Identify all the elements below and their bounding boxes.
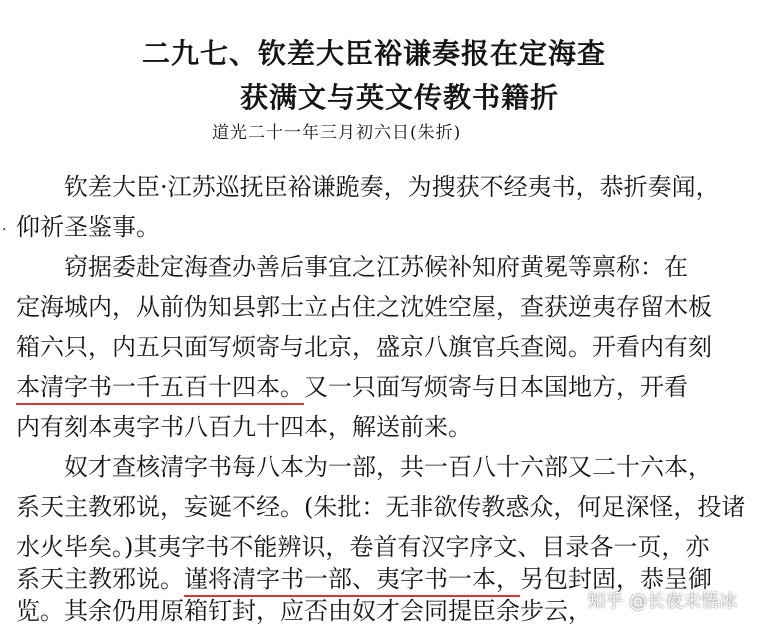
text-line-11-end: 另包封固，恭呈御 — [520, 565, 712, 593]
title-line-2: 获满文与英文传教书籍折 — [240, 81, 560, 114]
text-line-8: 奴才查核清字书每八本为一部，共一百八十六部又二十六本， — [64, 453, 712, 481]
text-line-11-start: 系天主教邪说。 — [16, 565, 184, 593]
zhihu-watermark: 知乎 @长夜未悟冰 — [587, 591, 737, 612]
underlined-passage-1: 本清字书一千五百十四本。 — [16, 373, 304, 401]
text-line-7: 内有刻本夷字书八百九十四本，解送前来。 — [16, 413, 472, 441]
text-line-5: 箱六只，内五只面写烦寄与北京，盛京八旗官兵查阅。开看内有刻 — [16, 333, 712, 361]
text-line-6 — [16, 372, 728, 402]
text-line-3: 窃据委赴定海查办善后事宜之江苏候补知府黄冕等禀称：在 — [64, 253, 688, 281]
text-line-2: 仰祈圣鉴事。 — [16, 213, 160, 241]
title-line-1: 二九七、钦差大臣裕谦奏报在定海查 — [142, 37, 607, 70]
text-line-10: 水火毕矣。)其夷字书不能辨识，卷首有汉字序文、目录各一页，亦 — [16, 533, 710, 561]
text-line-9: 系天主教邪说，妄诞不经。(朱批：无非欲传教惑众，何足深怪，投诸 — [16, 493, 746, 521]
underlined-passage-2: 谨将清字书一部、夷字书一本， — [184, 565, 520, 593]
text-line-12: 览。其余仍用原箱钉封，应否由奴才会同提臣余步云， — [16, 597, 592, 625]
text-line-4: 定海城内，从前伪知县郭士立占住之沈姓空屋，查获逆夷存留木板 — [16, 293, 712, 321]
date-line: 道光二十一年三月初六日(朱折) — [212, 123, 462, 143]
stray-mark: · — [2, 222, 7, 238]
text-line-1: 钦差大臣·江苏巡抚臣裕谦跪奏，为搜获不经夷书，恭折奏闻， — [64, 173, 720, 201]
text-line-6-rest: 又一只面写烦寄与日本国地方，开看 — [304, 373, 688, 401]
